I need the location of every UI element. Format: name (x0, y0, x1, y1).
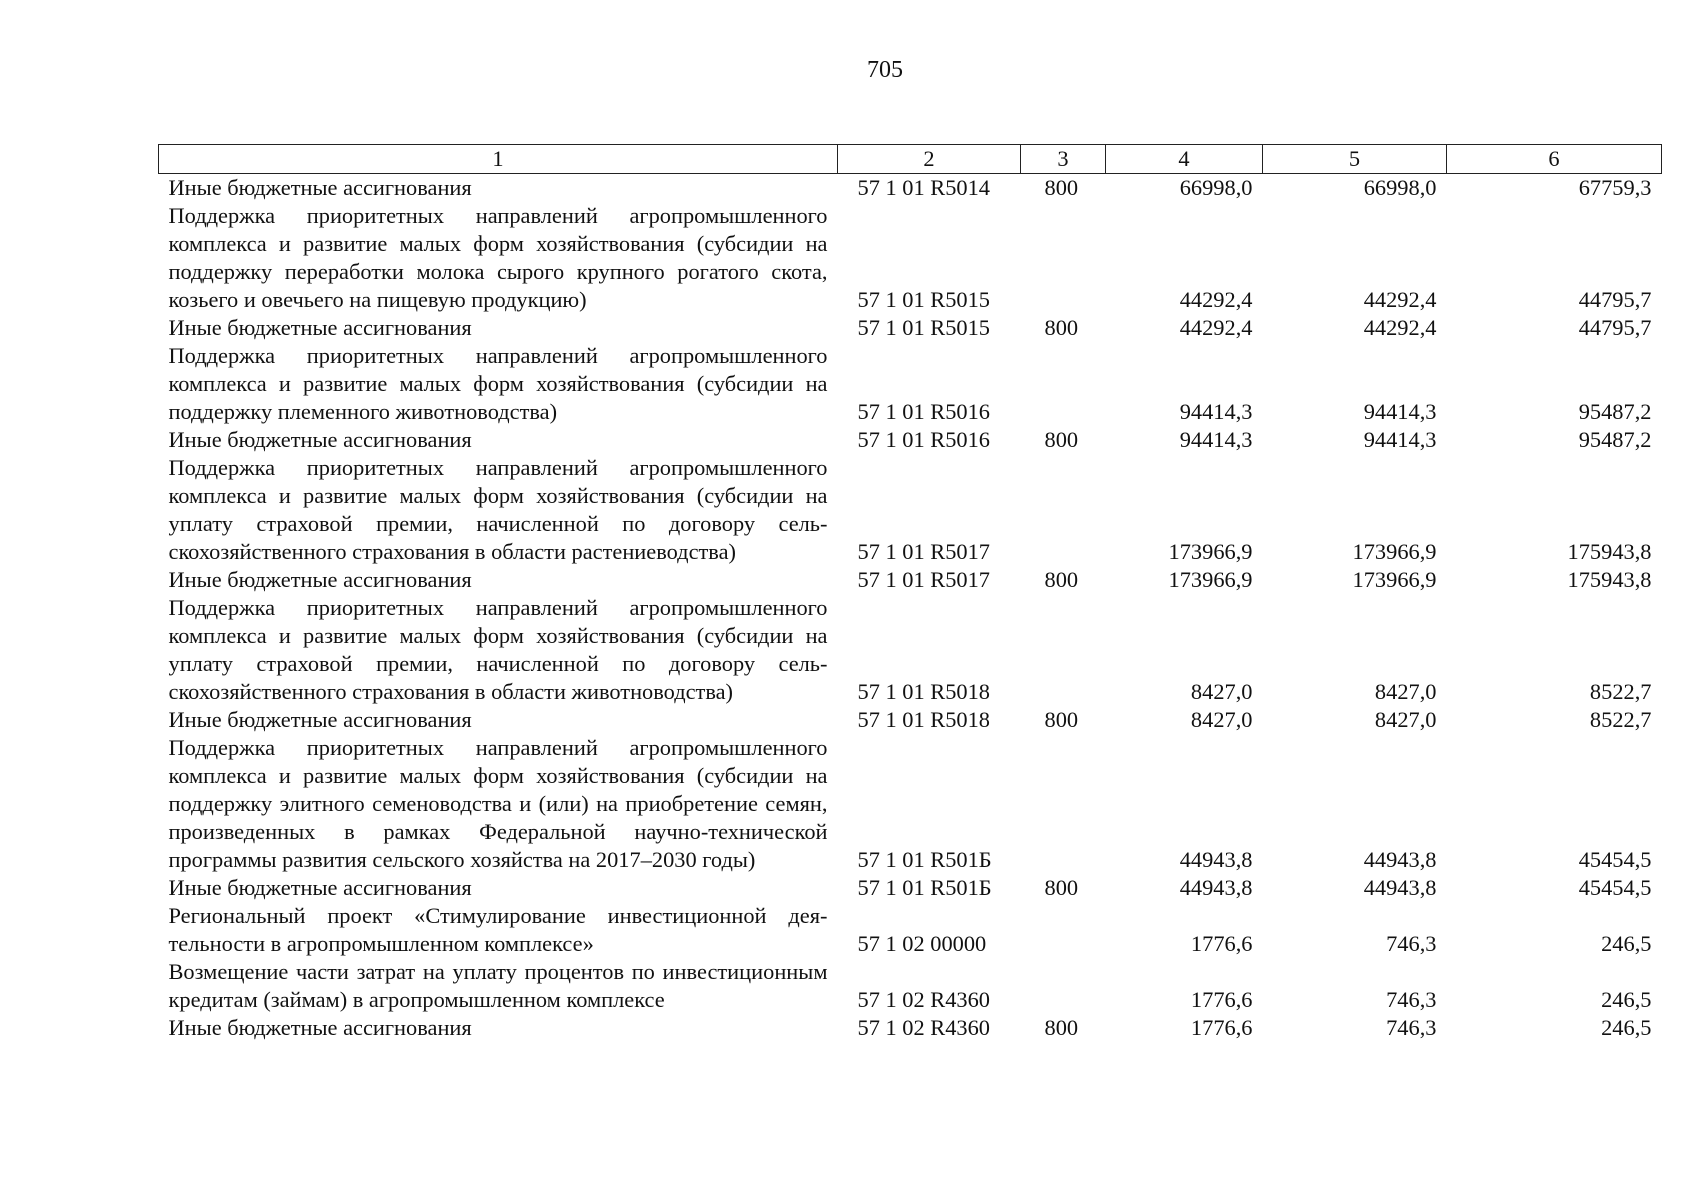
row-amount-2-cell: 746,3 (1386, 1015, 1437, 1040)
row-amount-1-cell: 94414,3 (1179, 399, 1253, 424)
row-amount-1-cell: 8427,0 (1190, 707, 1253, 732)
row-expense-type-cell (1021, 594, 1106, 706)
column-header-6: 6 (1447, 145, 1662, 174)
row-name-cell: Иные бюджетные ассигнования (168, 427, 472, 452)
row-amount-2-cell: 173966,9 (1352, 539, 1437, 564)
row-expense-type-cell: 800 (1044, 707, 1079, 732)
row-amount-3-cell: 67759,3 (1578, 175, 1652, 200)
row-amount-2-cell: 66998,0 (1363, 175, 1437, 200)
row-name-cell: Поддержка приоритетных направлений агропромышленного комплекса и развитие малых форм хозяйствования (субсидии на поддержку элитного семеноводства и (или) на приобретение семян, произведенных в рамках Федеральной научно-технической программы развития сельского хозяйства на 2017–2030 годы) (168, 735, 828, 872)
row-code-cell: 57 1 01 R5014 (857, 175, 990, 200)
column-header-1: 1 (159, 145, 838, 174)
row-name-cell: Поддержка приоритетных направлений агропромышленного комплекса и развитие малых форм хозяйствования (субсидии на поддержку переработки молока сырого крупного рогатого скота, козьего и овечьего на пищевую продукцию) (168, 203, 828, 312)
table-row (159, 426, 1662, 454)
row-amount-2-cell: 8427,0 (1374, 679, 1437, 704)
row-amount-1-cell: 173966,9 (1168, 567, 1253, 592)
row-amount-3-cell: 44795,7 (1578, 315, 1652, 340)
row-amount-3-cell: 8522,7 (1589, 707, 1652, 732)
table-row (159, 902, 1662, 958)
row-amount-3-cell: 44795,7 (1578, 287, 1652, 312)
row-amount-3-cell: 95487,2 (1578, 427, 1652, 452)
row-amount-1-cell: 66998,0 (1179, 175, 1253, 200)
row-code-cell: 57 1 02 R4360 (857, 987, 990, 1012)
row-name-cell: Иные бюджетные ассигнования (168, 707, 472, 732)
row-amount-1-cell: 44943,8 (1179, 847, 1253, 872)
row-expense-type-cell (1021, 202, 1106, 314)
row-name-cell: Возмещение части затрат на уплату процентов по инвестиционным кредитам (займам) в агропромышленном комплексе (168, 959, 828, 1012)
row-code-cell: 57 1 01 R5018 (857, 679, 990, 704)
row-name-cell: Иные бюджетные ассигнования (168, 315, 472, 340)
row-name-cell: Поддержка приоритетных направлений агропромышленного комплекса и развитие малых форм хозяйствования (субсидии на уплату страховой премии, начисленной по договору сельскохозяйственного страхования в области животноводства) (168, 595, 828, 704)
table-row (159, 594, 1662, 706)
table-row (159, 706, 1662, 734)
row-name-cell: Иные бюджетные ассигнования (168, 175, 472, 200)
table-header-row (159, 145, 1662, 174)
column-header-3: 3 (1021, 145, 1106, 174)
column-header-5: 5 (1263, 145, 1447, 174)
table-row (159, 454, 1662, 566)
row-expense-type-cell: 800 (1044, 175, 1079, 200)
row-amount-3-cell: 45454,5 (1578, 847, 1652, 872)
row-expense-type-cell (1021, 958, 1106, 1014)
row-expense-type-cell (1021, 454, 1106, 566)
table-row (159, 174, 1662, 203)
row-name-cell: Региональный проект «Стимулирование инвестиционной деятельности в агропромышленном комплексе» (168, 903, 828, 956)
row-expense-type-cell: 800 (1044, 567, 1079, 592)
row-expense-type-cell: 800 (1044, 427, 1079, 452)
row-expense-type-cell: 800 (1044, 1015, 1079, 1040)
row-amount-1-cell: 173966,9 (1168, 539, 1253, 564)
table-row (159, 1014, 1662, 1042)
row-amount-3-cell: 246,5 (1601, 931, 1652, 956)
row-amount-1-cell: 44943,8 (1179, 875, 1253, 900)
row-amount-2-cell: 44292,4 (1363, 287, 1437, 312)
row-amount-2-cell: 746,3 (1386, 987, 1437, 1012)
row-amount-1-cell: 1776,6 (1190, 931, 1253, 956)
row-code-cell: 57 1 01 R5018 (857, 707, 990, 732)
table-row (159, 958, 1662, 1014)
row-amount-1-cell: 94414,3 (1179, 427, 1253, 452)
row-amount-3-cell: 95487,2 (1578, 399, 1652, 424)
row-amount-3-cell: 246,5 (1601, 987, 1652, 1012)
row-amount-3-cell: 246,5 (1601, 1015, 1652, 1040)
row-amount-2-cell: 8427,0 (1374, 707, 1437, 732)
table-row (159, 734, 1662, 874)
column-header-2: 2 (838, 145, 1021, 174)
row-amount-2-cell: 746,3 (1386, 931, 1437, 956)
table-row (159, 314, 1662, 342)
row-amount-3-cell: 8522,7 (1589, 679, 1652, 704)
row-code-cell: 57 1 01 R501Б (857, 875, 992, 900)
row-code-cell: 57 1 01 R5016 (857, 427, 990, 452)
row-amount-1-cell: 44292,4 (1179, 315, 1253, 340)
row-code-cell: 57 1 01 R5015 (857, 287, 990, 312)
row-amount-3-cell: 175943,8 (1567, 539, 1652, 564)
row-expense-type-cell (1021, 902, 1106, 958)
row-expense-type-cell: 800 (1044, 315, 1079, 340)
row-amount-1-cell: 44292,4 (1179, 287, 1253, 312)
row-amount-3-cell: 175943,8 (1567, 567, 1652, 592)
row-expense-type-cell (1021, 734, 1106, 874)
budget-table (158, 144, 1662, 1042)
row-code-cell: 57 1 02 00000 (857, 931, 987, 956)
row-name-cell: Поддержка приоритетных направлений агропромышленного комплекса и развитие малых форм хозяйствования (субсидии на поддержку племенного животноводства) (168, 343, 828, 424)
row-code-cell: 57 1 01 R5015 (857, 315, 990, 340)
row-name-cell: Иные бюджетные ассигнования (168, 1015, 472, 1040)
row-amount-3-cell: 45454,5 (1578, 875, 1652, 900)
row-amount-1-cell: 1776,6 (1190, 987, 1253, 1012)
row-code-cell: 57 1 01 R5017 (857, 567, 990, 592)
row-amount-1-cell: 1776,6 (1190, 1015, 1253, 1040)
table-body (159, 174, 1662, 1043)
row-name-cell: Иные бюджетные ассигнования (168, 875, 472, 900)
row-expense-type-cell (1021, 342, 1106, 426)
row-code-cell: 57 1 01 R5016 (857, 399, 990, 424)
row-name-cell: Поддержка приоритетных направлений агропромышленного комплекса и развитие малых форм хозяйствования (субсидии на уплату страховой премии, начисленной по договору сельскохозяйственного страхования в области растениеводства) (168, 455, 828, 564)
row-amount-2-cell: 44292,4 (1363, 315, 1437, 340)
column-header-4: 4 (1106, 145, 1263, 174)
row-amount-2-cell: 44943,8 (1363, 875, 1437, 900)
table-row (159, 566, 1662, 594)
table-row (159, 342, 1662, 426)
row-amount-2-cell: 173966,9 (1352, 567, 1437, 592)
row-code-cell: 57 1 01 R501Б (857, 847, 992, 872)
table-row (159, 202, 1662, 314)
row-expense-type-cell: 800 (1044, 875, 1079, 900)
page-number: 705 (867, 57, 903, 83)
row-amount-1-cell: 8427,0 (1190, 679, 1253, 704)
row-code-cell: 57 1 01 R5017 (857, 539, 990, 564)
row-amount-2-cell: 94414,3 (1363, 427, 1437, 452)
row-amount-2-cell: 94414,3 (1363, 399, 1437, 424)
table-header (159, 145, 1662, 174)
row-code-cell: 57 1 02 R4360 (857, 1015, 990, 1040)
row-amount-2-cell: 44943,8 (1363, 847, 1437, 872)
table-row (159, 874, 1662, 902)
row-name-cell: Иные бюджетные ассигнования (168, 567, 472, 592)
